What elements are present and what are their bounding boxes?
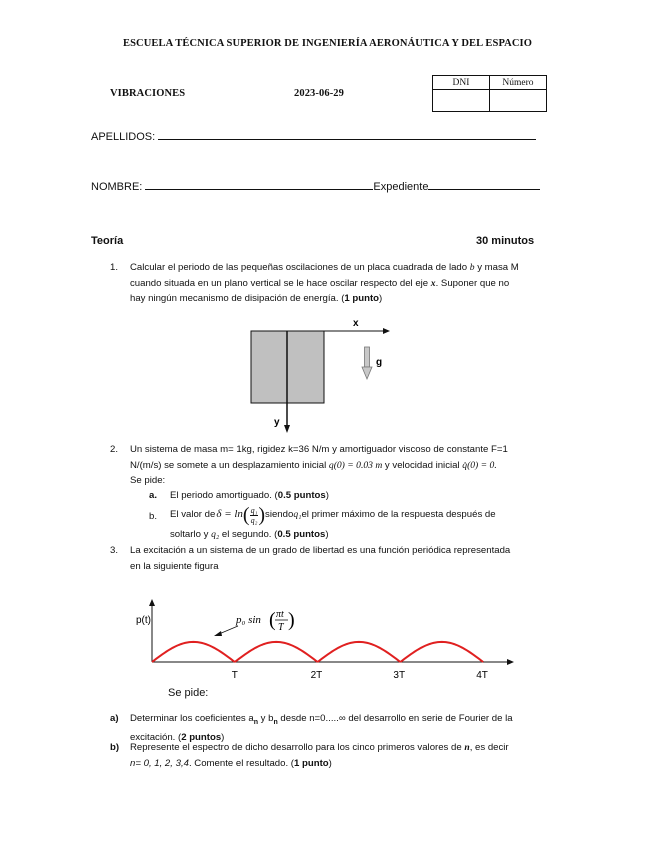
course-name: VIBRACIONES [110,88,186,99]
nombre-row [91,178,540,193]
series-arch-1 [152,642,235,662]
function-paren-open: ( [269,609,276,631]
y-axis-arrow [284,425,290,433]
q1-text: Calcular el periodo de las pequeñas oscilaciones de un placa cuadrada de lado b y masa M cuando situada en un plano vertical se le hace oscilar respecto del eje x. Suponer que no hay ningún mecanismo de disipación de energía. (1 punto) [130,262,519,304]
task-b-text: Represente el espectro de dicho desarrollo para los cinco primeros valores de n, es decir n= 0, 1, 2, 3,4. Comente el resultado. (1 punto) [130,742,509,769]
g-label: g [376,357,383,368]
exam-date: 2023-06-29 [294,88,344,99]
chart-ticks [232,670,488,681]
section-title: Teoría [91,235,124,247]
q2b-label: b. [149,511,158,522]
function-den: T [278,622,284,633]
gravity-arrow-icon [362,367,372,379]
expediente-field[interactable] [428,178,540,190]
q3-text: La excitación a un sistema de un grado de libertad es una función periódica representada en la siguiente figura [130,545,511,572]
task-a-label: a) [110,713,119,724]
function-paren-close: ) [288,609,295,631]
series-arch-2 [235,642,318,662]
expediente-label: Expediente [373,181,429,193]
section-time: 30 minutos [476,235,535,247]
q3-sepide: Se pide: [168,687,209,699]
q1-number: 1. [110,262,119,273]
chart-y-label: p(t) [136,615,151,626]
task-b-label: b) [110,742,120,753]
numero-header: Número [490,76,547,90]
dni-cell[interactable] [433,90,490,112]
q2a-text: El periodo amortiguado. (0.5 puntos) [170,490,329,501]
school-title: ESCUELA TÉCNICA SUPERIOR DE INGENIERÍA AERONÁUTICA Y DEL ESPACIO [123,38,532,49]
paren-open: ( [242,504,250,526]
y-label: y [274,417,280,428]
rectified-sine-chart [130,598,520,684]
apellidos-row [91,128,536,143]
x-axis-arrow [383,328,390,334]
annotation-pointer [219,626,238,634]
chart-x-axis-arrow [507,659,514,665]
x-tick-label: 4T [476,670,488,681]
series-arch-4 [400,642,483,662]
id-table [432,75,547,112]
function-label-main: p₀ sin [236,614,261,626]
function-num: πt [276,609,284,620]
gravity-arrow-shaft [365,347,370,367]
paren-close: ) [258,504,266,526]
task-a-text: Determinar los coeficientes $a_n$ y $b_n$ desde n=0.....∞ del desarrollo en serie de Fourier de la excitación. (2 puntos) [130,713,513,744]
chart-y-axis-arrow [149,599,155,606]
x-tick-label: 2T [310,670,323,681]
q2b-text: El valor de δ = ln ( q₁ q₂ ) siendo q₁ el primer máximo de la respuesta después de soltarlo y q₂ el segundo. (0.5 puntos) [170,504,496,540]
x-tick-label: T [231,670,238,681]
plate-figure [240,312,400,436]
dni-header: DNI [433,76,490,90]
function-annotation [214,609,295,636]
apellidos-field[interactable] [158,128,536,140]
x-label: x [353,318,359,329]
nombre-label: NOMBRE: [91,181,143,193]
chart-series [152,642,483,662]
delta-formula: δ = ln [216,508,243,521]
apellidos-label: APELLIDOS: [91,131,156,143]
q2-number: 2. [110,444,119,455]
annotation-pointer-arrow [214,631,222,636]
q3-number: 3. [110,545,119,556]
numero-cell[interactable] [490,90,547,112]
nombre-field[interactable] [145,178,373,190]
q2-text: Un sistema de masa m= 1kg, rigidez k=36 N/m y amortiguador viscoso de constante F=1 N/(m/s) se somete a un desplazamiento inicial q(0) = 0.03 m y velocidad inicial q̇(0) = 0. Se pide: [130,444,508,486]
series-arch-3 [318,642,401,662]
x-tick-label: 3T [393,670,406,681]
q-fraction: q₁ q₂ [250,505,258,525]
q2a-label: a. [149,490,158,501]
